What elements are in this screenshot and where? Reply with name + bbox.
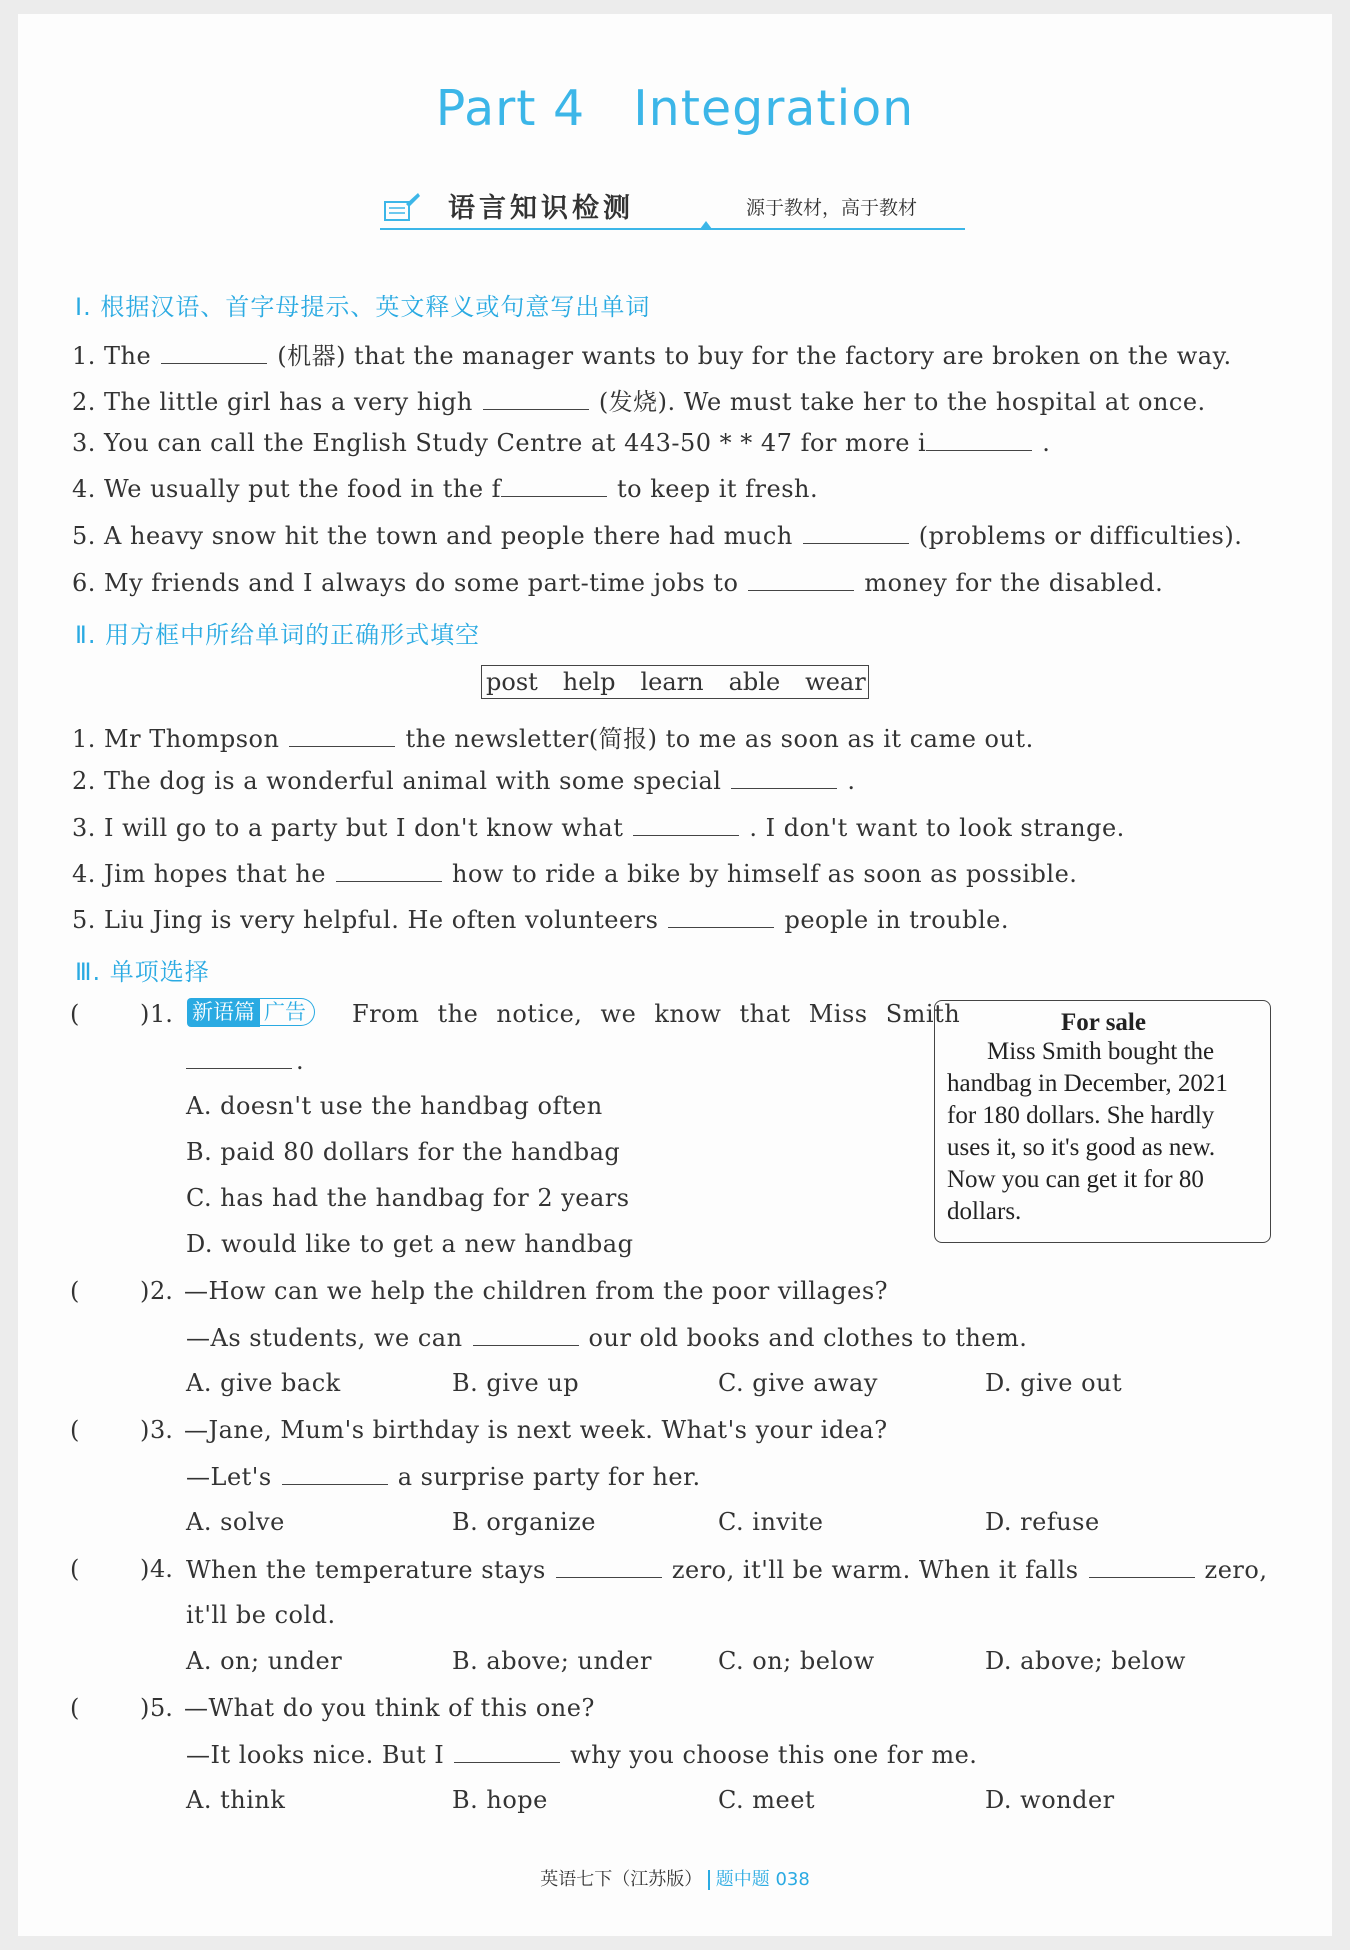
footer-book: 英语七下（江苏版） <box>540 1869 703 1890</box>
q3-option-c[interactable]: C. invite <box>718 1508 824 1536</box>
answer-paren-close: ) <box>140 1694 150 1722</box>
q1-tag-secondary: 广告 <box>260 998 315 1026</box>
q3-number: 3. <box>150 1416 173 1444</box>
word-box <box>481 665 869 699</box>
s2-item-1: 1. Mr Thompson the newsletter(简报) to me as soon as it came out. <box>72 725 1034 753</box>
sale-body: Miss Smith bought the handbag in December, 2021 for 180 dollars. She hardly uses it, so it's good as new. Now you can get it for 80 dollars. <box>947 1038 1228 1225</box>
s1-item-6: 6. My friends and I always do some part-time jobs to money for the disabled. <box>72 569 1164 597</box>
s1-item-1: 1. The (机器) that the manager wants to buy for the factory are broken on the way. <box>72 342 1232 370</box>
q4-line2: it'll be cold. <box>186 1601 336 1629</box>
footer-series: 题中题 <box>715 1869 770 1890</box>
q2-option-c[interactable]: C. give away <box>718 1369 878 1397</box>
q2-line2: —As students, we can our old books and clothes to them. <box>186 1324 1028 1352</box>
answer-blank[interactable] <box>282 1462 388 1485</box>
answer-paren-open: ( <box>70 1555 80 1583</box>
answer-blank[interactable] <box>1089 1555 1195 1578</box>
s2-item-4: 4. Jim hopes that he how to ride a bike by himself as soon as possible. <box>72 860 1078 888</box>
q4-option-d[interactable]: D. above; below <box>985 1647 1186 1675</box>
q4-line1: When the temperature stays zero, it'll be warm. When it falls zero, <box>186 1556 1268 1584</box>
footer-page-number: 038 <box>775 1869 810 1890</box>
answer-blank[interactable] <box>161 341 267 364</box>
sale-notice <box>934 1000 1271 1243</box>
answer-blank[interactable] <box>556 1555 662 1578</box>
q4-option-b[interactable]: B. above; under <box>452 1647 652 1675</box>
answer-blank[interactable] <box>186 1046 292 1069</box>
q2-option-d[interactable]: D. give out <box>985 1369 1123 1397</box>
q2-line1: —How can we help the children from the poor villages? <box>184 1277 889 1305</box>
s2-item-3: 3. I will go to a party but I don't know what . I don't want to look strange. <box>72 814 1125 842</box>
answer-paren-open: ( <box>70 1416 80 1444</box>
section2-heading: Ⅱ. 用方框中所给单词的正确形式填空 <box>75 621 481 649</box>
answer-blank[interactable] <box>731 766 837 789</box>
q4-option-a[interactable]: A. on; under <box>186 1647 343 1675</box>
q3-option-a[interactable]: A. solve <box>186 1508 285 1536</box>
q1-option-c[interactable]: C. has had the handbag for 2 years <box>186 1184 630 1212</box>
q1-stem-tail: . <box>186 1046 304 1075</box>
answer-paren-open: ( <box>70 1277 80 1305</box>
q1-option-a[interactable]: A. doesn't use the handbag often <box>186 1092 603 1120</box>
page-footer <box>0 1865 1350 1891</box>
q5-option-d[interactable]: D. wonder <box>985 1786 1115 1814</box>
q1-tag <box>187 998 315 1028</box>
q5-option-a[interactable]: A. think <box>186 1786 286 1814</box>
title-name: Integration <box>633 80 915 137</box>
q3-option-d[interactable]: D. refuse <box>985 1508 1100 1536</box>
s1-item-4: 4. We usually put the food in the f to keep it fresh. <box>72 475 819 503</box>
notebook-icon <box>382 190 422 224</box>
answer-blank[interactable] <box>473 1323 579 1346</box>
q2-number: 2. <box>150 1277 173 1305</box>
q3-line2: —Let's a surprise party for her. <box>186 1463 701 1491</box>
word-box-word: help <box>562 668 616 696</box>
banner-underline <box>380 228 965 230</box>
answer-blank[interactable] <box>336 859 442 882</box>
s1-item-2: 2. The little girl has a very high (发烧). We must take her to the hospital at once. <box>72 388 1206 416</box>
q2-option-b[interactable]: B. give up <box>452 1369 580 1397</box>
word-box-word: wear <box>805 668 866 696</box>
answer-paren-close: ) <box>140 1555 150 1583</box>
q2-option-a[interactable]: A. give back <box>186 1369 341 1397</box>
q5-line2: —It looks nice. But I why you choose this one for me. <box>186 1741 978 1769</box>
s1-item-3: 3. You can call the English Study Centre at 443-50 * * 47 for more i . <box>72 429 1051 457</box>
q5-option-c[interactable]: C. meet <box>718 1786 816 1814</box>
word-box-word: post <box>486 668 538 696</box>
footer-divider <box>708 1870 710 1890</box>
banner-heading: 语言知识检测 <box>448 193 634 224</box>
answer-blank[interactable] <box>926 428 1032 451</box>
q4-option-c[interactable]: C. on; below <box>718 1647 875 1675</box>
answer-paren-close: ) <box>140 1416 150 1444</box>
answer-blank[interactable] <box>748 568 854 591</box>
q5-number: 5. <box>150 1694 173 1722</box>
sale-title: For sale <box>1061 1009 1146 1036</box>
q5-option-b[interactable]: B. hope <box>452 1786 548 1814</box>
answer-blank[interactable] <box>454 1740 560 1763</box>
title-part: Part 4 <box>435 80 586 137</box>
q1-number: 1. <box>150 1000 173 1028</box>
q5-line1: —What do you think of this one? <box>184 1694 595 1722</box>
answer-blank[interactable] <box>633 813 739 836</box>
answer-paren-open: ( <box>70 1000 80 1028</box>
answer-blank[interactable] <box>501 474 607 497</box>
section-banner <box>380 186 965 230</box>
s2-item-5: 5. Liu Jing is very helpful. He often volunteers people in trouble. <box>72 906 1009 934</box>
s1-item-5: 5. A heavy snow hit the town and people there had much (problems or difficulties). <box>72 522 1243 550</box>
s2-item-2: 2. The dog is a wonderful animal with some special . <box>72 767 856 795</box>
answer-paren-close: ) <box>140 1277 150 1305</box>
banner-subtitle: 源于教材，高于教材 <box>746 197 918 219</box>
q1-stem: From the notice, we know that Miss Smith <box>352 1000 961 1028</box>
q1-option-d[interactable]: D. would like to get a new handbag <box>186 1230 634 1258</box>
q3-line1: —Jane, Mum's birthday is next week. What's your idea? <box>184 1416 888 1444</box>
answer-blank[interactable] <box>668 905 774 928</box>
answer-blank[interactable] <box>289 724 395 747</box>
q1-tag-primary: 新语篇 <box>187 998 260 1027</box>
section1-heading: Ⅰ. 根据汉语、首字母提示、英文释义或句意写出单词 <box>75 293 651 321</box>
answer-blank[interactable] <box>483 387 589 410</box>
word-box-word: learn <box>640 668 704 696</box>
answer-paren-open: ( <box>70 1694 80 1722</box>
q4-number: 4. <box>150 1555 173 1583</box>
q3-option-b[interactable]: B. organize <box>452 1508 596 1536</box>
answer-blank[interactable] <box>803 521 909 544</box>
answer-paren-close: ) <box>140 1000 150 1028</box>
word-box-word: able <box>728 668 781 696</box>
section3-heading: Ⅲ. 单项选择 <box>75 958 210 986</box>
page-title <box>0 80 1350 137</box>
q1-option-b[interactable]: B. paid 80 dollars for the handbag <box>186 1138 621 1166</box>
